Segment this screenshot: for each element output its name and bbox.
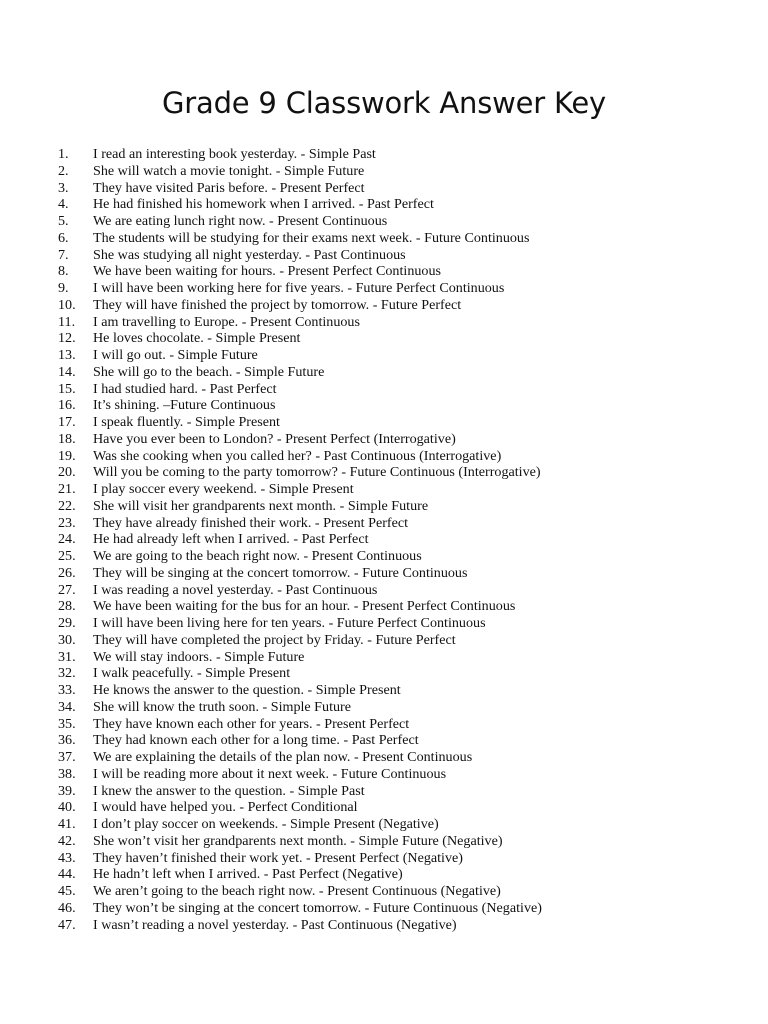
item-number: 32. — [58, 665, 76, 682]
item-text: Was she cooking when you called her? - Past Continuous (Interrogative) — [93, 447, 502, 464]
item-number: 1. — [58, 146, 69, 162]
item-text: I play soccer every weekend. - Simple Present — [93, 481, 354, 497]
answer-item — [58, 196, 542, 213]
answer-item — [58, 297, 542, 314]
item-text: She will visit her grandparents next month. - Simple Future — [93, 497, 429, 514]
answer-item — [58, 883, 542, 900]
answer-item — [58, 531, 542, 548]
item-text: We will stay indoors. - Simple Future — [93, 648, 305, 665]
answer-item — [58, 381, 542, 398]
item-text: I will go out. - Simple Future — [93, 347, 258, 363]
item-number: 24. — [58, 531, 76, 548]
item-text: I had studied hard. - Past Perfect — [93, 380, 277, 397]
item-text: I was reading a novel yesterday. - Past Continuous — [93, 581, 378, 598]
answer-item — [58, 347, 542, 364]
item-number: 45. — [58, 883, 76, 899]
item-text: She will watch a movie tonight. - Simple Future — [93, 162, 365, 179]
item-number: 21. — [58, 481, 76, 497]
answer-item — [58, 498, 542, 515]
item-text: I will have been working here for five years. - Future Perfect Continuous — [93, 280, 505, 296]
answer-item — [58, 699, 542, 716]
item-number: 34. — [58, 698, 76, 715]
answer-item — [58, 766, 542, 783]
item-number: 8. — [58, 263, 69, 280]
item-text: I will be reading more about it next week. - Future Continuous — [93, 765, 447, 782]
item-text: They have visited Paris before. - Present Perfect — [93, 179, 365, 196]
item-number: 9. — [58, 280, 69, 296]
answer-item — [58, 263, 542, 280]
item-number: 38. — [58, 765, 76, 782]
answer-item — [58, 816, 542, 833]
answer-item — [58, 732, 542, 749]
item-number: 40. — [58, 799, 76, 816]
answer-item — [58, 146, 542, 163]
answer-item — [58, 632, 542, 649]
item-number: 6. — [58, 229, 69, 246]
answer-item — [58, 665, 542, 682]
answer-item — [58, 900, 542, 917]
answer-item — [58, 515, 542, 532]
item-text: He had already left when I arrived. - Past Perfect — [93, 531, 369, 548]
item-text: They have known each other for years. - Present Perfect — [93, 715, 410, 732]
item-text: We have been waiting for hours. - Present Perfect Continuous — [93, 263, 441, 280]
answer-item — [58, 397, 542, 414]
item-text: He knows the answer to the question. - Simple Present — [93, 682, 401, 698]
item-number: 2. — [58, 162, 69, 179]
item-text: I will have been living here for ten years. - Future Perfect Continuous — [93, 615, 486, 631]
item-text: They haven’t finished their work yet. - Present Perfect (Negative) — [93, 849, 463, 866]
answer-item — [58, 314, 542, 331]
answer-item — [58, 783, 542, 800]
item-text: She was studying all night yesterday. - Past Continuous — [93, 246, 406, 263]
answer-item — [58, 598, 542, 615]
item-text: They will have completed the project by Friday. - Future Perfect — [93, 631, 456, 648]
item-text: I am travelling to Europe. - Present Continuous — [93, 313, 360, 330]
answer-item — [58, 615, 542, 632]
item-number: 37. — [58, 749, 76, 765]
answer-item — [58, 230, 542, 247]
item-number: 27. — [58, 581, 76, 598]
answer-item — [58, 448, 542, 465]
item-text: We are eating lunch right now. - Present Continuous — [93, 213, 388, 229]
item-text: She will know the truth soon. - Simple Future — [93, 698, 351, 715]
answer-item — [58, 582, 542, 599]
answer-item — [58, 431, 542, 448]
answer-item — [58, 213, 542, 230]
item-text: I speak fluently. - Simple Present — [93, 414, 280, 430]
item-text: They had known each other for a long time. - Past Perfect — [93, 732, 419, 749]
item-number: 18. — [58, 430, 76, 447]
answer-item — [58, 649, 542, 666]
item-number: 25. — [58, 548, 76, 564]
answer-item — [58, 247, 542, 264]
answer-item — [58, 716, 542, 733]
item-number: 17. — [58, 414, 76, 430]
item-number: 41. — [58, 816, 76, 832]
answer-item — [58, 180, 542, 197]
item-number: 22. — [58, 497, 76, 514]
item-number: 20. — [58, 464, 76, 481]
item-text: Will you be coming to the party tomorrow? - Future Continuous (Interrogative) — [93, 464, 541, 481]
answer-item — [58, 548, 542, 565]
answer-item — [58, 364, 542, 381]
answer-item — [58, 850, 542, 867]
item-text: I walk peacefully. - Simple Present — [93, 665, 291, 682]
page-title: Grade 9 Classwork Answer Key — [162, 86, 606, 120]
item-text: I would have helped you. - Perfect Conditional — [93, 799, 358, 816]
item-text: They will be singing at the concert tomorrow. - Future Continuous — [93, 564, 468, 581]
item-number: 3. — [58, 179, 69, 196]
item-text: We have been waiting for the bus for an hour. - Present Perfect Continuous — [93, 598, 516, 615]
item-number: 29. — [58, 615, 76, 631]
item-text: The students will be studying for their exams next week. - Future Continuous — [93, 229, 530, 246]
item-number: 14. — [58, 363, 76, 380]
answer-item — [58, 330, 542, 347]
item-number: 46. — [58, 899, 76, 916]
item-number: 31. — [58, 648, 76, 665]
item-number: 5. — [58, 213, 69, 229]
answer-item — [58, 682, 542, 699]
item-number: 12. — [58, 330, 76, 347]
item-text: He hadn’t left when I arrived. - Past Perfect (Negative) — [93, 866, 403, 883]
item-number: 15. — [58, 380, 76, 397]
item-number: 16. — [58, 397, 76, 414]
item-text: She will go to the beach. - Simple Future — [93, 363, 325, 380]
answer-item — [58, 866, 542, 883]
answer-item — [58, 464, 542, 481]
item-text: She won’t visit her grandparents next month. - Simple Future (Negative) — [93, 832, 503, 849]
item-number: 47. — [58, 916, 76, 933]
item-number: 42. — [58, 832, 76, 849]
item-number: 43. — [58, 849, 76, 866]
item-number: 28. — [58, 598, 76, 615]
item-number: 33. — [58, 682, 76, 698]
item-text: He had finished his homework when I arrived. - Past Perfect — [93, 196, 434, 213]
item-number: 10. — [58, 296, 76, 313]
answer-item — [58, 749, 542, 766]
item-number: 35. — [58, 715, 76, 732]
item-number: 39. — [58, 782, 76, 799]
item-text: I don’t play soccer on weekends. - Simple Present (Negative) — [93, 816, 439, 832]
item-text: We are going to the beach right now. - Present Continuous — [93, 548, 422, 564]
item-number: 4. — [58, 196, 69, 213]
answer-item — [58, 917, 542, 934]
item-number: 26. — [58, 564, 76, 581]
item-number: 36. — [58, 732, 76, 749]
item-text: It’s shining. –Future Continuous — [93, 397, 276, 414]
item-text: They will have finished the project by tomorrow. - Future Perfect — [93, 296, 462, 313]
item-text: I knew the answer to the question. - Simple Past — [93, 782, 365, 799]
item-number: 44. — [58, 866, 76, 883]
item-text: They won’t be singing at the concert tomorrow. - Future Continuous (Negative) — [93, 899, 542, 916]
answer-item — [58, 163, 542, 180]
item-text: We are explaining the details of the plan now. - Present Continuous — [93, 749, 473, 765]
item-text: I read an interesting book yesterday. - Simple Past — [93, 146, 376, 162]
item-text: I wasn’t reading a novel yesterday. - Past Continuous (Negative) — [93, 916, 457, 933]
answer-item — [58, 280, 542, 297]
answer-list — [58, 146, 542, 933]
item-number: 11. — [58, 313, 76, 330]
answer-item — [58, 799, 542, 816]
answer-item — [58, 481, 542, 498]
item-text: They have already finished their work. - Present Perfect — [93, 514, 409, 531]
item-number: 13. — [58, 347, 76, 363]
answer-item — [58, 565, 542, 582]
item-text: Have you ever been to London? - Present Perfect (Interrogative) — [93, 430, 456, 447]
answer-item — [58, 833, 542, 850]
item-number: 30. — [58, 631, 76, 648]
answer-item — [58, 414, 542, 431]
item-number: 7. — [58, 246, 69, 263]
item-number: 19. — [58, 447, 76, 464]
item-text: We aren’t going to the beach right now. - Present Continuous (Negative) — [93, 883, 501, 899]
item-number: 23. — [58, 514, 76, 531]
item-text: He loves chocolate. - Simple Present — [93, 330, 301, 347]
